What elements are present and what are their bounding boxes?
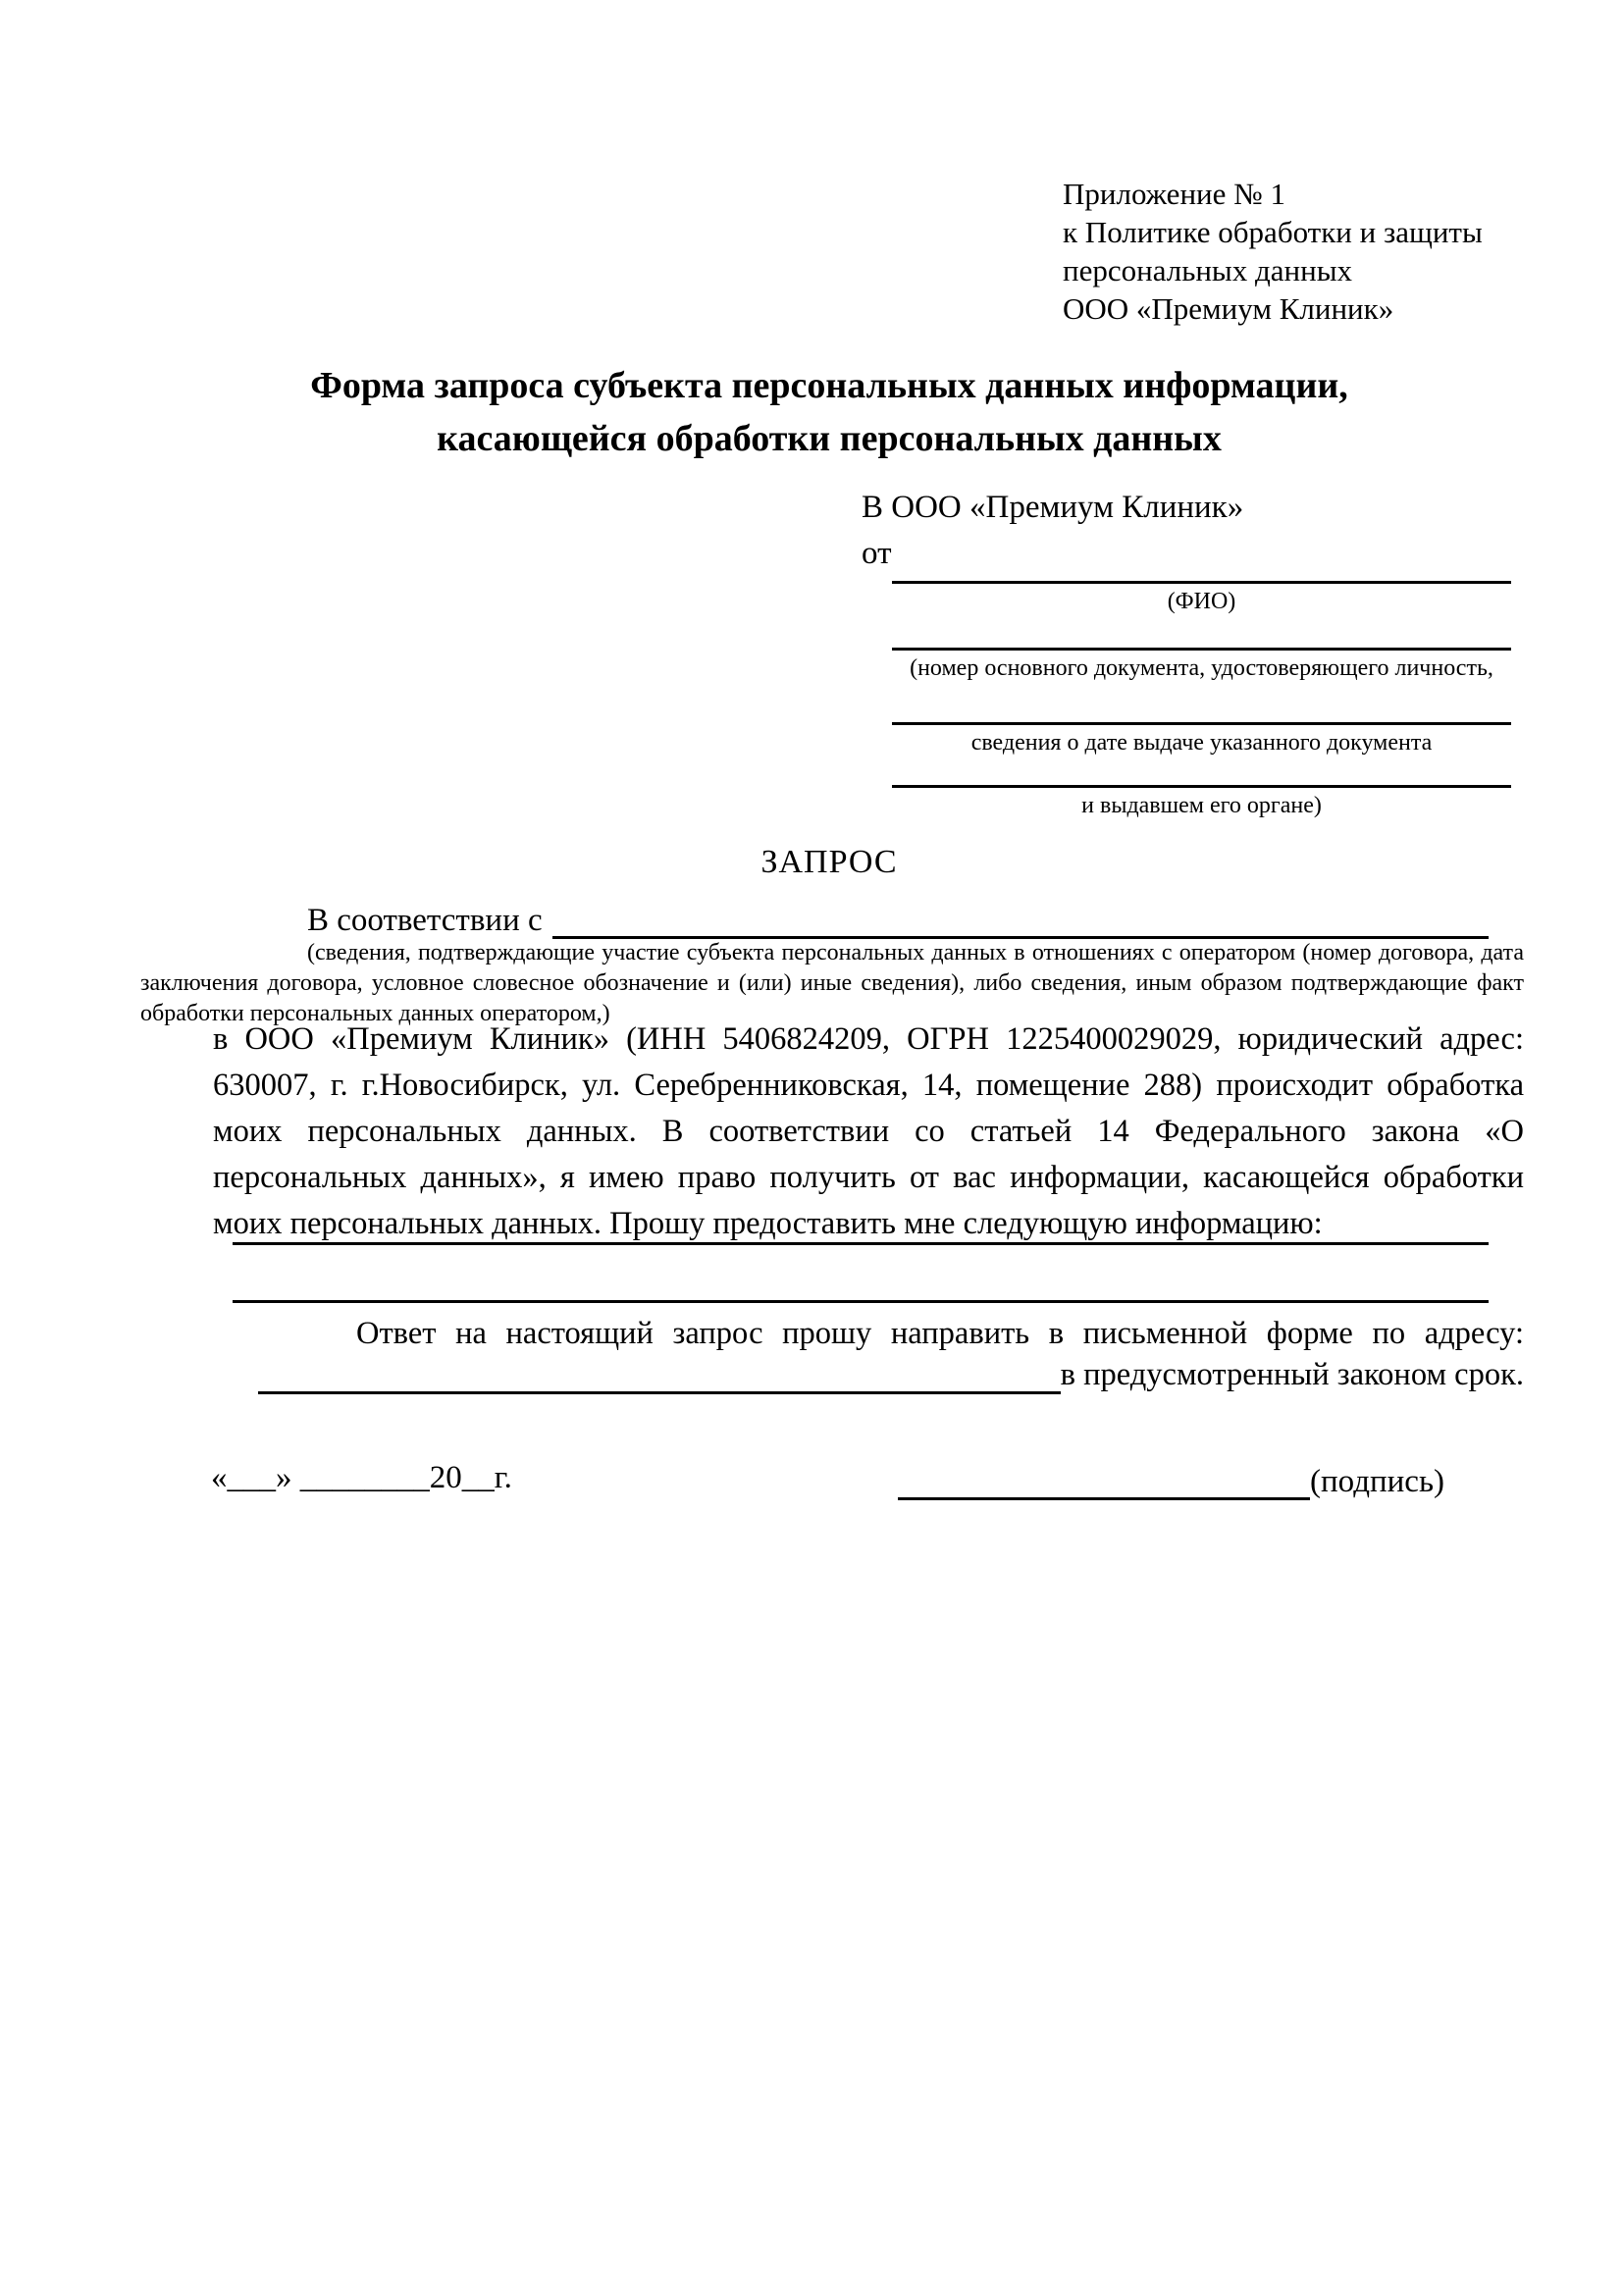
document-title-line: Форма запроса субъекта персональных данных информации, (310, 365, 1348, 406)
appendix-line: к Политике обработки и защиты (1063, 215, 1483, 249)
appendix-line: Приложение № 1 (1063, 177, 1285, 211)
reply-tail: в предусмотренный законом срок. (1060, 1357, 1524, 1392)
document-title-line: касающейся обработки персональных данных (437, 418, 1222, 459)
footnote-line: (сведения, подтверждающие участие субъекта персональных данных в отношениях с оператором (номер договора, дата (307, 940, 1524, 965)
footnote-line: обработки персональных данных оператором,) (140, 1001, 610, 1026)
document-title (142, 359, 1516, 465)
body-line: моих персональных данных. В соответствии со статьей 14 Федерального закона «О (213, 1114, 1524, 1149)
fio-caption: (ФИО) (1167, 589, 1236, 614)
intro-row (307, 899, 1489, 942)
issuing-authority-write-line (892, 785, 1511, 788)
information-write-line (233, 1242, 1489, 1245)
issuing-authority-caption: и выдавшем его органе) (1081, 793, 1322, 818)
signature-row (898, 1460, 1444, 1503)
intro-write-line (552, 899, 1489, 939)
body-line: моих персональных данных. Прошу предоставить мне следующую информацию: (213, 1206, 1323, 1241)
footnote-line: заключения договора, условное словесное обозначение и (или) иные сведения), либо сведения, иным образом подтверждающие факт (140, 970, 1524, 996)
document-number-write-line (892, 648, 1511, 651)
body-line: в ООО «Премиум Клиник» (ИНН 5406824209, ОГРН 1225400029029, юридический адрес: (213, 1021, 1524, 1057)
date-blank: «___» ________20__г. (211, 1460, 512, 1495)
signature-caption: (подпись) (1310, 1464, 1444, 1499)
appendix-line: персональных данных (1063, 253, 1353, 287)
appendix-block (1063, 175, 1534, 328)
information-write-line (233, 1300, 1489, 1303)
issue-date-caption: сведения о дате выдаче указанного документа (970, 730, 1433, 756)
reply-address-row (258, 1352, 1524, 1398)
recipient-from-label: от (862, 536, 892, 571)
signature-write-line (898, 1460, 1310, 1500)
recipient-block (862, 485, 1511, 577)
reply-line: Ответ на настоящий запрос прошу направить в письменной форме по адресу: (356, 1316, 1524, 1351)
address-write-line (258, 1352, 1061, 1394)
recipient-to: В ООО «Премиум Клиник» (862, 490, 1244, 525)
document-number-caption: (номер основного документа, удостоверяющего личность, (910, 655, 1493, 681)
issue-date-write-line (892, 722, 1511, 725)
request-heading: ЗАПРОС (760, 844, 898, 880)
body-line: 630007, г. г.Новосибирск, ул. Серебренниковская, 14, помещение 288) происходит обработка (213, 1068, 1524, 1103)
body-line: персональных данных», я имею право получить от вас информации, касающейся обработки (213, 1160, 1524, 1195)
intro-label: В соответствии с (307, 903, 543, 938)
appendix-line: ООО «Премиум Клиник» (1063, 291, 1394, 326)
fio-write-line (892, 581, 1511, 584)
body-paragraph (213, 1017, 1524, 1247)
